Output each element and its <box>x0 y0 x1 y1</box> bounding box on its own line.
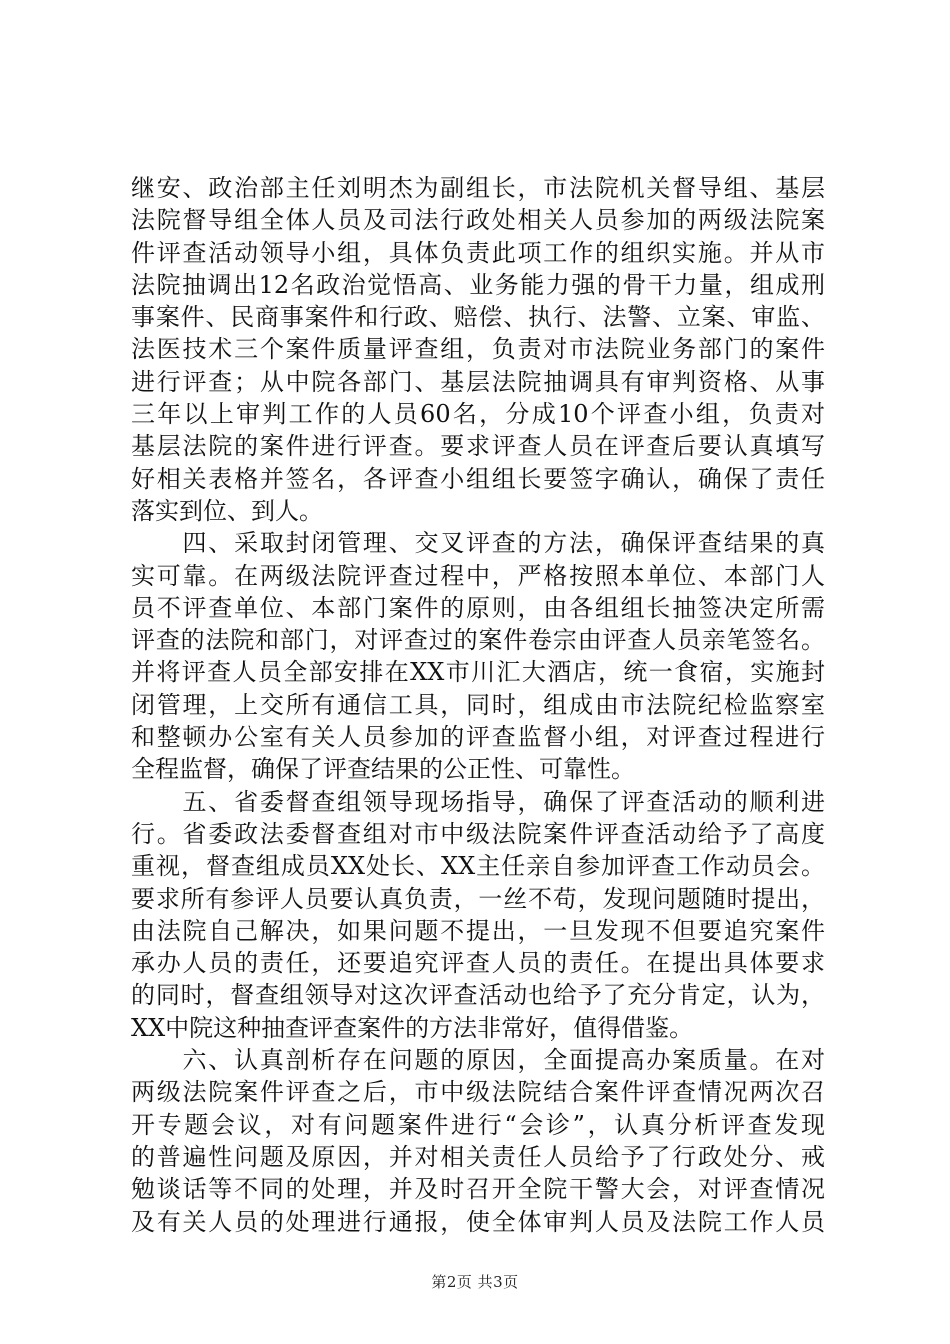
text-line: 由法院自己解决，如果问题不提出，一旦发现不但要追究案件 <box>131 916 825 945</box>
text-line: XX中院这种抽查评查案件的方法非常好，值得借鉴。 <box>131 1013 694 1042</box>
text-line: 继安、政治部主任刘明杰为副组长，市法院机关督导组、基层 <box>131 174 825 202</box>
text-line: 的同时，督查组领导对这次评查活动也给予了充分肯定，认为， <box>131 981 825 1010</box>
text-line: 行。省委政法委督查组对市中级法院案件评查活动给予了高度 <box>131 819 825 848</box>
text-line: 法医技术三个案件质量评查组，负责对市法院业务部门的案件 <box>131 335 825 364</box>
text-line: 及有关人员的处理进行通报，使全体审判人员及法院工作人员 <box>131 1207 825 1236</box>
text-line: 的普遍性问题及原因，并对相关责任人员给予了行政处分、戒 <box>131 1142 825 1171</box>
text-line: 重视，督查组成员XX处长、XX主任亲自参加评查工作动员会。 <box>131 852 825 881</box>
text-line: 并将评查人员全部安排在XX市川汇大酒店，统一食宿，实施封 <box>131 658 825 687</box>
page-number: 第2页 共3页 <box>431 1273 519 1291</box>
text-line: 事案件、民商事案件和行政、赔偿、执行、法警、立案、审监、 <box>131 303 825 332</box>
document-body <box>131 172 825 1238</box>
text-line: 闭管理，上交所有通信工具，同时，组成由市法院纪检监察室 <box>131 690 825 719</box>
text-line: 六、认真剖析存在问题的原因，全面提高办案质量。在对 <box>131 1046 825 1075</box>
text-line: 法院督导组全体人员及司法行政处相关人员参加的两级法院案 <box>131 206 825 235</box>
text-line: 和整顿办公室有关人员参加的评查监督小组，对评查过程进行 <box>131 723 825 752</box>
text-line: 落实到位、到人。 <box>131 496 323 525</box>
text-line: 要求所有参评人员要认真负责，一丝不苟，发现问题随时提出， <box>131 884 825 913</box>
text-line: 勉谈话等不同的处理，并及时召开全院干警大会，对评查情况 <box>131 1175 825 1204</box>
text-line: 实可靠。在两级法院评查过程中，严格按照本单位、本部门人 <box>131 561 825 590</box>
text-line: 进行评查；从中院各部门、基层法院抽调具有审判资格、从事 <box>131 367 825 396</box>
text-line: 件评查活动领导小组，具体负责此项工作的组织实施。并从市 <box>131 238 825 267</box>
text-line: 基层法院的案件进行评查。要求评查人员在评查后要认真填写 <box>131 432 825 461</box>
text-line: 承办人员的责任，还要追究评查人员的责任。在提出具体要求 <box>131 949 825 978</box>
text-line: 法院抽调出12名政治觉悟高、业务能力强的骨干力量，组成刑 <box>131 270 825 299</box>
text-line: 三年以上审判工作的人员60名，分成10个评查小组，负责对 <box>131 400 825 429</box>
text-line: 两级法院案件评查之后，市中级法院结合案件评查情况两次召 <box>131 1078 825 1107</box>
text-line: 评查的法院和部门，对评查过的案件卷宗由评查人员亲笔签名。 <box>131 626 825 655</box>
text-line: 员不评查单位、本部门案件的原则，由各组组长抽签决定所需 <box>131 593 825 622</box>
text-line: 好相关表格并签名，各评查小组组长要签字确认，确保了责任 <box>131 464 825 493</box>
text-line: 全程监督，确保了评查结果的公正性、可靠性。 <box>131 755 635 784</box>
page-footer <box>0 1271 950 1292</box>
text-line: 四、采取封闭管理、交叉评查的方法，确保评查结果的真 <box>131 529 825 558</box>
text-line: 开专题会议，对有问题案件进行“会诊”，认真分析评查发现 <box>131 1110 825 1139</box>
text-line: 五、省委督查组领导现场指导，确保了评查活动的顺利进 <box>131 787 825 816</box>
